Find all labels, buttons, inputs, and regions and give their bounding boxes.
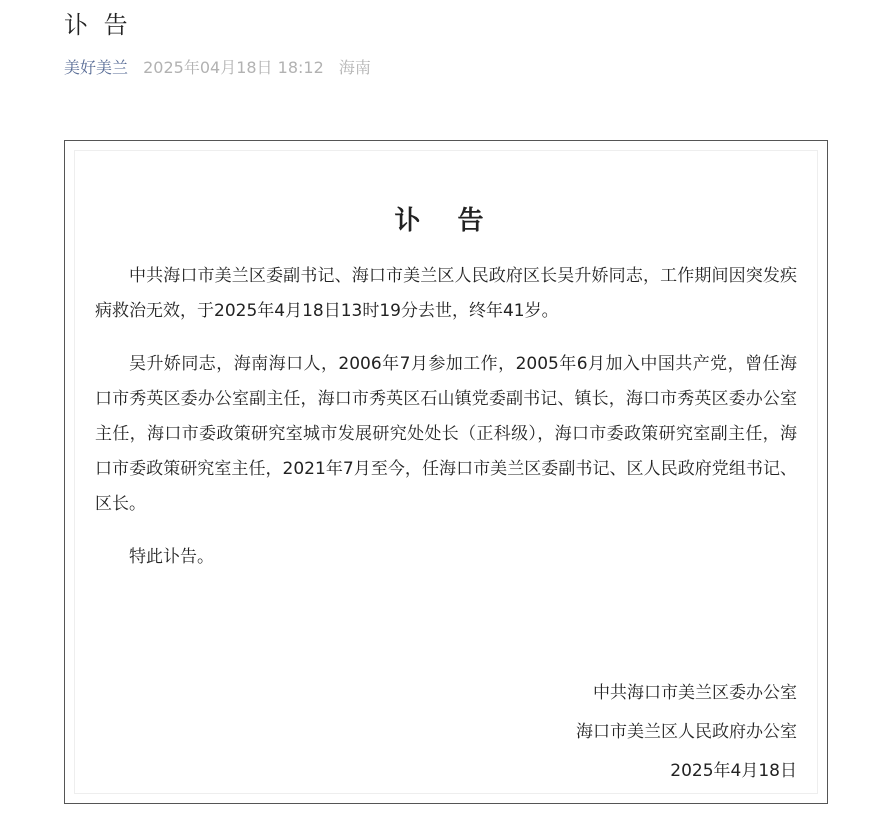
notice-paragraph: 中共海口市美兰区委副书记、海口市美兰区人民政府区长吴升娇同志，工作期间因突发疾病救治无效，于2025年4月18日13时19分去世，终年41岁。 bbox=[95, 266, 797, 321]
signature-government-office: 海口市美兰区人民政府办公室 bbox=[576, 722, 797, 742]
account-name-link[interactable]: 美好美兰 bbox=[64, 58, 129, 77]
publish-date: 2025年04月18日 18:12 bbox=[143, 58, 324, 77]
signature-date: 2025年4月18日 bbox=[670, 761, 797, 781]
notice-heading: 讣 告 bbox=[394, 206, 498, 236]
article-meta bbox=[64, 57, 381, 79]
publish-location: 海南 bbox=[338, 58, 371, 77]
signature-party-office: 中共海口市美兰区委办公室 bbox=[593, 683, 797, 703]
notice-paragraph: 特此讣告。 bbox=[129, 547, 214, 567]
obituary-notice-image[interactable] bbox=[64, 140, 828, 804]
article-title: 讣 告 bbox=[64, 11, 132, 39]
obituary-notice-content bbox=[75, 151, 817, 793]
notice-paragraph: 吴升娇同志，海南海口人，2006年7月参加工作，2005年6月加入中国共产党，曾任海口市秀英区委办公室副主任，海口市秀英区石山镇党委副书记、镇长，海口市秀英区委办公室主任，海口市委政策研究室城市发展研究处处长（正科级），海口市委政策研究室副主任，海口市委政策研究室主任，2021年7月至今，任海口市美兰区委副书记、区人民政府党组书记、区长。 bbox=[95, 354, 797, 514]
